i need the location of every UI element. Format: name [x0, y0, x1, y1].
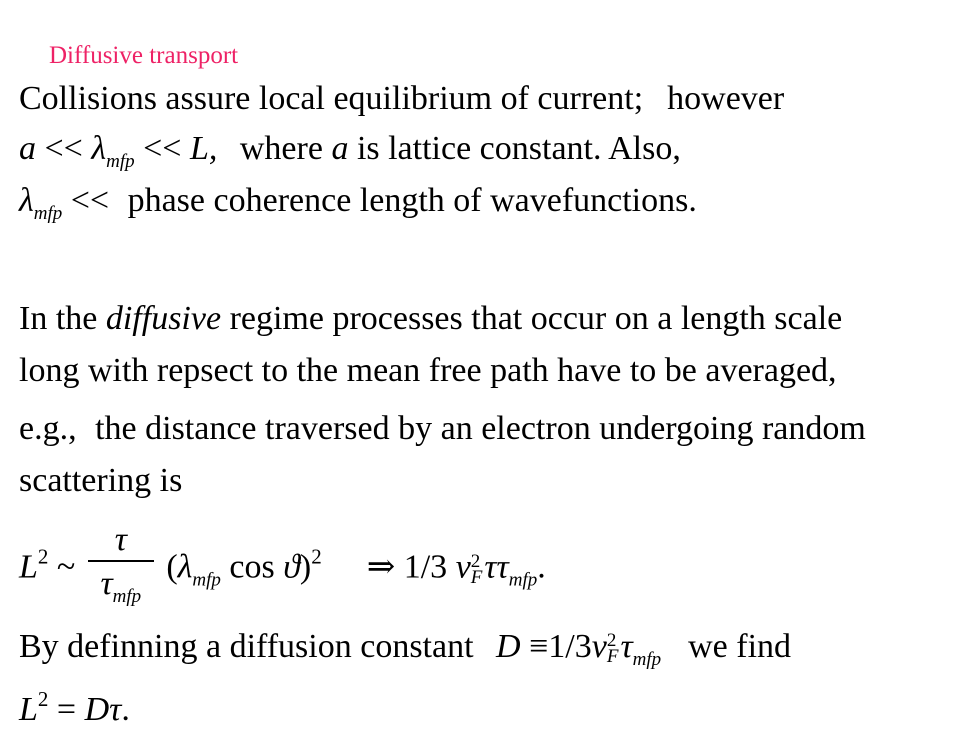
lattice-text: is lattice constant — [356, 130, 593, 167]
eq1-implies: ⇒ — [366, 548, 396, 586]
much-less-symbol-3: << — [70, 182, 110, 219]
eq1-open-paren: ( — [166, 548, 178, 586]
eq1-square: 2 — [311, 544, 322, 569]
l8-coef: 1/3 — [548, 628, 592, 665]
also-text: . Also, — [592, 130, 681, 167]
eq1-dot: . — [537, 548, 546, 586]
in-the-text: In the — [19, 300, 98, 337]
equiv-symbol: ≡ — [529, 628, 549, 665]
eq1-taus: ττ — [484, 548, 509, 586]
scattering-text: scattering is — [19, 462, 183, 499]
l8-tau-sub: mfp — [632, 649, 662, 670]
eq1-v-supsub — [470, 550, 483, 588]
eq1-numerator: τ — [114, 521, 127, 558]
eq2-dot: . — [121, 691, 130, 728]
line-scattering — [19, 460, 182, 502]
eq1-fraction — [88, 520, 154, 619]
line-collisions — [19, 78, 784, 120]
eg-text: e.g., — [19, 410, 77, 447]
eq1-cos: cos — [229, 548, 275, 586]
line-inequality — [19, 128, 681, 183]
mfp-subscript-2: mfp — [33, 203, 63, 224]
l8-v-supsub — [606, 630, 619, 668]
line-eg — [19, 408, 866, 450]
eq2-D-tau: Dτ — [84, 691, 122, 728]
eq1-v-sub: F — [470, 566, 483, 588]
line-diffusive-regime — [19, 298, 842, 340]
much-less-symbol-2: << — [143, 130, 182, 167]
regime-text: regime processes that occur on a length scale — [229, 300, 843, 337]
symbol-a: a — [19, 130, 36, 167]
eq1-denominator — [88, 562, 154, 619]
diffusive-italic: diffusive — [105, 300, 222, 337]
by-defining-text: By definning a diffusion constant — [19, 628, 474, 665]
mfp-subscript: mfp — [106, 151, 135, 172]
eq1-lambda: λ — [177, 548, 193, 586]
l8-tau: τ — [620, 628, 633, 665]
line-long-with — [19, 350, 837, 392]
eq1-tau-sub: mfp — [508, 569, 538, 591]
where-text: where — [239, 130, 323, 167]
lambda-symbol: λ — [91, 130, 107, 167]
distance-text: the distance traversed by an electron undergoing random — [95, 410, 866, 447]
we-find-text: we find — [688, 628, 792, 665]
eq1-v-sup: 2 — [470, 550, 481, 572]
symbol-a-2: a — [331, 130, 349, 167]
eq1-den-tau: τ — [100, 565, 113, 602]
l8-v-sub: F — [606, 646, 619, 668]
long-with-text: long with repsect to the mean free path have to be averaged, — [19, 352, 837, 389]
eq2-equals: = — [56, 691, 77, 728]
symbol-D: D — [496, 628, 521, 665]
eq1-close-paren: ) — [299, 548, 312, 586]
line-coherence — [19, 180, 697, 235]
eq1-coef: 1/3 — [403, 548, 448, 586]
equation-1 — [19, 520, 546, 619]
much-less-symbol: << — [44, 130, 83, 167]
eq1-mfp-sub: mfp — [192, 569, 221, 591]
eq1-v: v — [455, 548, 471, 586]
symbol-L: L, — [189, 130, 218, 167]
lambda-symbol-2: λ — [19, 182, 34, 219]
l8-v-sup: 2 — [606, 630, 617, 652]
eq1-sim: ~ — [56, 548, 76, 586]
slide-title: Diffusive transport — [49, 42, 239, 69]
eq1-den-sub: mfp — [112, 586, 142, 607]
collisions-text: Collisions assure local equilibrium of current; — [19, 80, 644, 117]
equation-2 — [19, 678, 130, 731]
eq1-theta: ϑ — [283, 548, 300, 586]
eq2-L-sup: 2 — [37, 687, 49, 711]
line-defining — [19, 626, 791, 681]
coherence-text: phase coherence length of wavefunctions. — [127, 182, 697, 219]
however-text: however — [667, 80, 785, 117]
eq1-L-sup: 2 — [37, 544, 49, 569]
eq2-L: L — [19, 691, 38, 728]
eq1-L: L — [19, 548, 38, 586]
l8-v: v — [591, 628, 607, 665]
